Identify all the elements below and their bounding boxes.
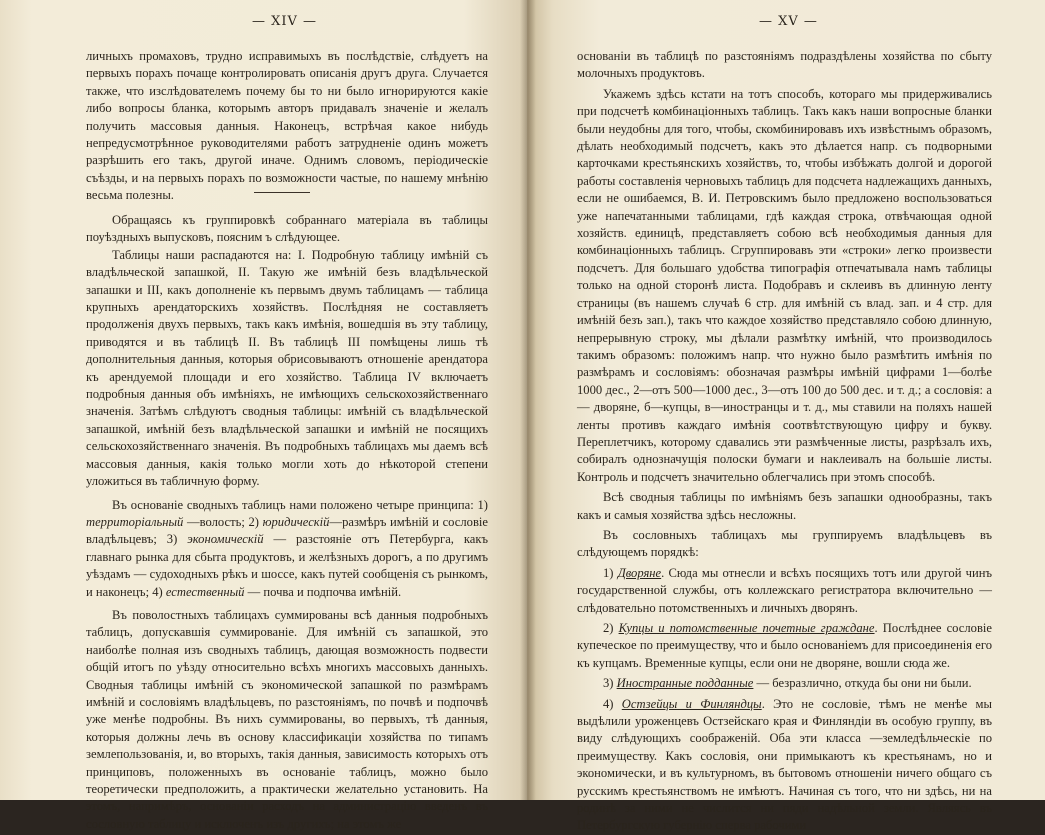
- text-run: Въ основаніе сводныхъ таблицъ нами положено четыре принципа: 1): [112, 497, 488, 512]
- text-run: . Послѣднее сословіе купеческое по преимуществу, что и было основаніемъ для присоединенія его къ купцамъ. Временные купцы, если они не дворяне, вошли сюда же.: [577, 621, 992, 670]
- text-block: [86, 48, 488, 205]
- paragraph: Всѣ сводныя таблицы по имѣніямъ безъ запашки однообразны, такъ какъ и самыя хозяйства здѣсь несложны.: [577, 490, 992, 522]
- emphasis: Иностранные подданные: [616, 676, 754, 691]
- text-run: — разстояніе отъ Петербурга, какъ главнаго рынка для сбыта продуктовъ, и желѣзныхъ дорогъ, а по другимъ уѣздамъ — судоходныхъ рѣкъ и шоссе, какъ путей сообщенія съ рынкомъ, и наконецъ; 4): [86, 532, 488, 599]
- text-block: [577, 48, 992, 835]
- paragraph: [86, 497, 488, 601]
- paragraph: [577, 565, 992, 617]
- page-number: — XIV —: [252, 14, 318, 29]
- paragraph: Въ поволостныхъ таблицахъ суммированы всѣ данныя подробныхъ таблицъ, допускавшія суммированіе. Для имѣній съ запашкой, это наиболѣе полная изъ сводныхъ таблицъ, дающая возможность подвести общій итогъ по уѣзду относительно всѣхъ многихъ массовыхъ данныхъ. Сводныя таблицы имѣній съ экономической запашкой по размѣрамъ имѣній и сословіямъ владѣльцевъ, по разстояніямъ, по почвѣ и подпочвѣ уже менѣе подробны. Въ нихъ суммированы, во первыхъ, тѣ данныя, которыя должны лечь въ основу классификаціи хозяйства по типамъ землепользованія, и, во вторыхъ, такія данныя, зависимость которыхъ отъ принциповъ, положенныхъ въ основаніе таблицъ, можно было теоретически предположить, а практически желательно установить. На этомъ, напримѣръ, основаніи расходъ на администрацію введенъ въ сословную таблицу и исключенъ изъ другихъ; на этомъ же: [86, 607, 488, 831]
- paragraph: [577, 696, 992, 835]
- text-run: . Это не сословіе, тѣмъ не менѣе мы выдѣлили уроженцевъ Остзейскаго края и Финляндіи въ особую группу, въ виду слѣдующихъ соображеній. Оба эти класса —земледѣльческіе по преимуществу. Какъ сословія, они примыкаютъ къ крестьянамъ, но и экономически, и въ культурномъ, въ бытовомъ отношеніи ничего общаго съ русскимъ крестьянствомъ не имѣютъ. Начиная съ того, что ни здѣсь, ни на родинѣ за ними не числится ни пяди надѣльной земли. Являясь въ Петербургскую губернію сперва рабочими: [577, 696, 992, 833]
- right-page: [527, 0, 1045, 833]
- text-run: 4): [603, 696, 622, 711]
- emphasis: экономическій: [187, 532, 264, 547]
- paragraph: основаніи въ таблицѣ по разстояніямъ подраздѣлены хозяйства по сбыту молочныхъ продуктовъ.: [577, 49, 992, 81]
- text-run: 1): [603, 565, 618, 580]
- text-run: 2): [603, 621, 619, 635]
- text-run: —размѣръ имѣній и сословіе владѣльцевъ; 3): [86, 514, 488, 547]
- text-run: — почва и подпочва имѣній.: [244, 584, 402, 599]
- text-block: [86, 212, 488, 833]
- paragraph: Обращаясь къ группировкѣ собраннаго матеріала въ таблицы поуѣздныхъ выпусковъ, поясним ъ слѣдующее.: [86, 213, 488, 245]
- section-divider: [254, 192, 310, 193]
- emphasis: Дворяне: [617, 565, 662, 580]
- emphasis: Остзейцы и Финляндцы: [621, 696, 762, 711]
- page-number: — XV —: [759, 14, 818, 29]
- text-run: 3): [603, 676, 617, 691]
- paragraph: [577, 675, 992, 692]
- emphasis: территоріальный: [86, 514, 184, 529]
- paragraph: Въ сословныхъ таблицахъ мы группируемъ владѣльцевъ въ слѣдующемъ порядкѣ:: [577, 527, 992, 560]
- text-run: —волость; 2): [183, 514, 263, 529]
- paragraph: личныхъ промаховъ, трудно исправимыхъ въ послѣдствіе, слѣдуетъ на первыхъ порахъ почаще контролировать описанія другъ друга. Случается также, что изслѣдователемъ почему бы то ни было игнорируются какіе либо вопросы бланка, которымъ авторъ придавалъ значеніе и желалъ получить массовыя данныя. Наконецъ, встрѣчая какое нибудь непредусмотрѣнное руководителями работъ затрудненіе одинъ можетъ разрѣшить его такъ, другой иначе. Однимъ словомъ, періодическіе съѣзды, и на первыхъ порахъ по возможности частые, по нашему мнѣнію весьма полезны.: [86, 49, 488, 203]
- emphasis: Купцы и потомственные почетные граждане: [618, 621, 875, 635]
- text-run: — безразлично, откуда бы они ни были.: [753, 676, 972, 691]
- emphasis: естественный: [165, 584, 245, 599]
- paragraph: Таблицы наши распадаются на: I. Подробную таблицу имѣній съ владѣльческой запашкой, II. Такую же имѣній безъ владѣльческой запашки и III, какъ дополненіе къ первымъ двумъ таблицамъ — таблица крупныхъ арендаторскихъ хозяйствъ. Послѣдняя не составляетъ продолженія двухъ первыхъ, такъ какъ имѣнія, вошедшія въ эту таблицу, приводятся и въ таблицѣ II. Въ таблицѣ III помѣщены лишь тѣ дополнительныя данныя, которыя обрисовываютъ отношеніе арендатора къ арендуемой площади и его хозяйство. Таблица IV включаетъ подробныя данныя объ имѣніяхъ, не имѣющихъ сельскохозяйственнаго значенія. Затѣмъ слѣдуютъ сводныя таблицы: имѣній съ владѣльческой запашкой, имѣній безъ владѣльческой запашки и имѣній не посящихъ сельскохозяйственнаго значенія. Въ подробныхъ таблицахъ мы даемъ всѣ массовыя данныя, какія только могли хоть до нѣкоторой степени уложиться въ табличную форму.: [86, 247, 488, 489]
- paragraph: [577, 620, 992, 672]
- book-gutter: [520, 0, 536, 800]
- paragraph: Укажемъ здѣсь кстати на тотъ способъ, котораго мы придерживались при подсчетѣ комбинаціонныхъ таблицъ. Такъ какъ наши вопросные бланки были неудобны для того, чтобы, скомбинировавъ ихъ извѣстнымъ образомъ, дѣлать необходимый подсчетъ, какъ это дѣлается напр. съ подворными карточками крестьянскихъ хозяйствъ, то, чтобы избѣжать долгой и дорогой работы составленія черновыхъ таблицъ для подсчета надлежащихъ данныхъ, если не ошибаемся, В. И. Петровскимъ было предложено воспользоваться уже напечатанными таблицами, гдѣ каждая строка, отвѣчающая одной хозяйств. единицѣ, представляетъ собою всѣ необходимыя данныя для комбинаціонныхъ таблицъ. Сгруппировавъ эти «строки» легко произвести подсчетъ. Для большаго удобства типографія отпечатывала намъ таблицы только на одной сторонѣ листа. Подобравъ и склеивъ въ длинную ленту страницы (въ нашемъ случаѣ 6 стр. для имѣній съ влад. зап. и 4 стр. для имѣній безъ зап.), такъ что каждое хозяйство представляло собою длинную, непрерывную строку, мы дѣлали размѣтку имѣній, что производилось такимъ образомъ: положимъ напр. что нужно было размѣтить имѣнія по размѣрамъ и сословіямъ: обозначая размѣры имѣній цифрами 1—болѣе 1000 дес., 2—отъ 500—1000 дес., 3—отъ 100 до 500 дес. и т. д.; а сословія: а — дворяне, б—купцы, в—иностранцы и т. д., мы ставили на поляхъ нашей ленты противъ каждаго имѣнія соотвѣтствующую цифру и букву. Переплетчикъ, которому сдавались эти размѣченные листы, разрѣзалъ ихъ, собиралъ однозначущія полоски бумаги и наклеивалъ на большіе листы. Контроль и подсчетъ значительно облегчались при этомъ способѣ.: [577, 86, 992, 484]
- text-run: . Сюда мы отнесли и всѣхъ посящихъ тотъ или другой чинъ государственной службы, отъ коллежскаго регистратора включительно — слѣдовательно потомственныхъ и личныхъ дворянъ.: [577, 565, 992, 615]
- emphasis: юридическій: [262, 514, 330, 529]
